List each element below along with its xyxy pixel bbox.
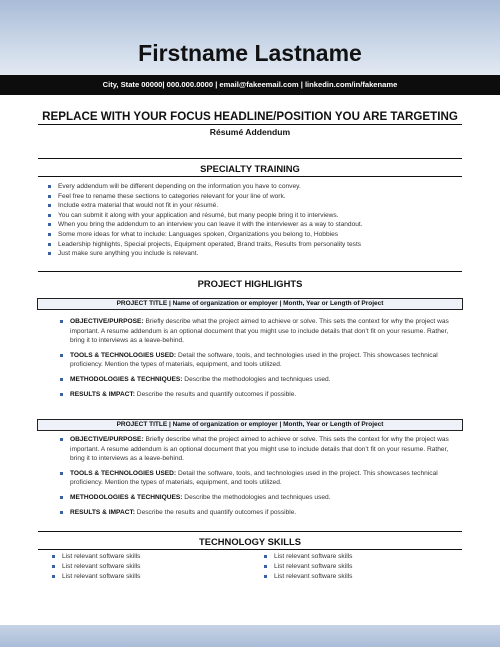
item-label: TOOLS & TECHNOLOGIES USED: [70,351,177,359]
list-item [58,493,464,503]
list-item [58,351,464,370]
focus-headline: REPLACE WITH YOUR FOCUS HEADLINE/POSITION YOU ARE TARGETING [42,110,458,123]
footer-band [0,625,500,647]
skills-list-left [50,552,240,582]
contact-bar: City, State 00000| 000.000.0000 | email@fakeemail.com | linkedin.com/in/fakename [0,75,500,95]
list-item [46,192,466,202]
section-title-skills: TECHNOLOGY SKILLS [199,536,301,547]
list-item-text: Include extra material that would not fit in your résumé. [58,202,219,210]
item-label: METHODOLOGIES & TECHNIQUES: [70,375,183,383]
list-item [58,317,464,346]
list-item-text: Every addendum will be different depending on the information you have to convey. [58,183,301,190]
bullet-icon [60,511,63,514]
item-text: Briefly describe what the project aimed to achieve or solve. This sets the context for why the project was important. A resume addendum is an optional document that you might use to include details that don’t fit on your resume. Rather, bring it to interviews as a leave-behind. [70,318,449,345]
item-text: Describe the results and quantify outcomes if possible. [134,508,297,516]
list-item-text: List relevant software skills [274,553,353,560]
headline-rule [38,124,462,125]
list-item [50,572,240,582]
list-item [46,230,466,240]
bullet-icon [52,555,55,558]
bullet-icon [52,575,55,578]
list-item [46,211,466,221]
item-label: OBJECTIVE/PURPOSE: [70,318,144,325]
bullet-icon [60,378,63,381]
list-item-text: List relevant software skills [62,563,141,570]
list-item [58,375,464,385]
bullet-icon [60,438,63,441]
list-item [58,469,464,488]
section-rule-bottom [38,549,462,550]
item-text: Detail the software, tools, and technologies used in the project. This showcases technical proficiency. Mention the types of materials, equipment, and tools utilized. [70,469,438,487]
project-detail-list [58,435,464,522]
bullet-icon [60,496,63,499]
bullet-icon [48,252,51,255]
list-item-text: List relevant software skills [62,553,141,560]
item-text: Describe the methodologies and techniques used. [182,375,331,383]
bullet-icon [48,214,51,217]
section-title-projects: PROJECT HIGHLIGHTS [197,278,303,289]
bullet-icon [264,575,267,578]
list-item [46,220,466,230]
item-label: OBJECTIVE/PURPOSE: [70,436,144,443]
item-label: TOOLS & TECHNOLOGIES USED: [70,469,177,477]
list-item-text: Leadership highlights, Special projects, Equipment operated, Brand traits, Results from personality tests [58,240,362,248]
list-item-text: Feel free to rename these sections to categories relevant for your line of work. [58,192,286,200]
list-item [58,508,464,518]
list-item [58,435,464,464]
section-rule-top [38,271,462,272]
list-item [50,552,240,562]
list-item-text: List relevant software skills [274,563,353,570]
list-item [50,562,240,572]
skills-list-right [262,552,452,582]
bullet-icon [48,185,51,188]
bullet-icon [52,565,55,568]
section-rule-bottom [38,176,462,177]
list-item [262,572,452,582]
item-text: Briefly describe what the project aimed to achieve or solve. This sets the context for why the project was important. A resume addendum is an optional document that you might use to include details that don’t fit on your resume. Rather, bring it to interviews as a leave-behind. [70,436,449,463]
project-detail-list [58,317,464,404]
section-rule-top [38,158,462,159]
bullet-icon [48,223,51,226]
bullet-icon [264,555,267,558]
bullet-icon [48,195,51,198]
bullet-icon [60,393,63,396]
list-item [46,240,466,250]
item-text: Detail the software, tools, and technologies used in the project. This showcases technical proficiency. Mention the types of materials, equipment, and tools utilized. [70,351,438,369]
specialty-list [46,182,466,259]
item-text: Describe the results and quantify outcomes if possible. [134,390,297,398]
bullet-icon [48,204,51,207]
bullet-icon [48,233,51,236]
list-item-text: You can submit it along with your application and résumé, but many people bring it to interviews. [58,211,339,219]
list-item-text: Some more ideas for what to include: Languages spoken, Organizations you belong to, Hobbies [58,230,339,238]
section-title-specialty: SPECIALTY TRAINING [200,163,300,174]
list-item [58,390,464,400]
document-subtitle: Résumé Addendum [209,127,291,137]
bullet-icon [60,472,63,475]
list-item-text: List relevant software skills [62,573,141,580]
list-item [262,562,452,572]
bullet-icon [264,565,267,568]
bullet-icon [48,243,51,246]
candidate-name: Firstname Lastname [138,40,362,66]
item-label: RESULTS & IMPACT: [70,390,135,398]
list-item [46,201,466,211]
item-label: RESULTS & IMPACT: [70,508,135,516]
bullet-icon [60,320,63,323]
section-rule-top [38,531,462,532]
project-title-bar: PROJECT TITLE | Name of organization or employer | Month, Year or Length of Project [37,298,463,310]
bullet-icon [60,354,63,357]
item-label: METHODOLOGIES & TECHNIQUES: [70,493,183,501]
list-item-text: List relevant software skills [274,573,353,580]
list-item [262,552,452,562]
list-item [46,182,466,192]
list-item [46,249,466,259]
list-item-text: When you bring the addendum to an interview you can leave it with the interviewer as a way to standout. [58,221,363,229]
item-text: Describe the methodologies and techniques used. [182,493,331,501]
project-title-bar: PROJECT TITLE | Name of organization or employer | Month, Year or Length of Project [37,419,463,431]
list-item-text: Just make sure anything you include is relevant. [58,250,199,258]
